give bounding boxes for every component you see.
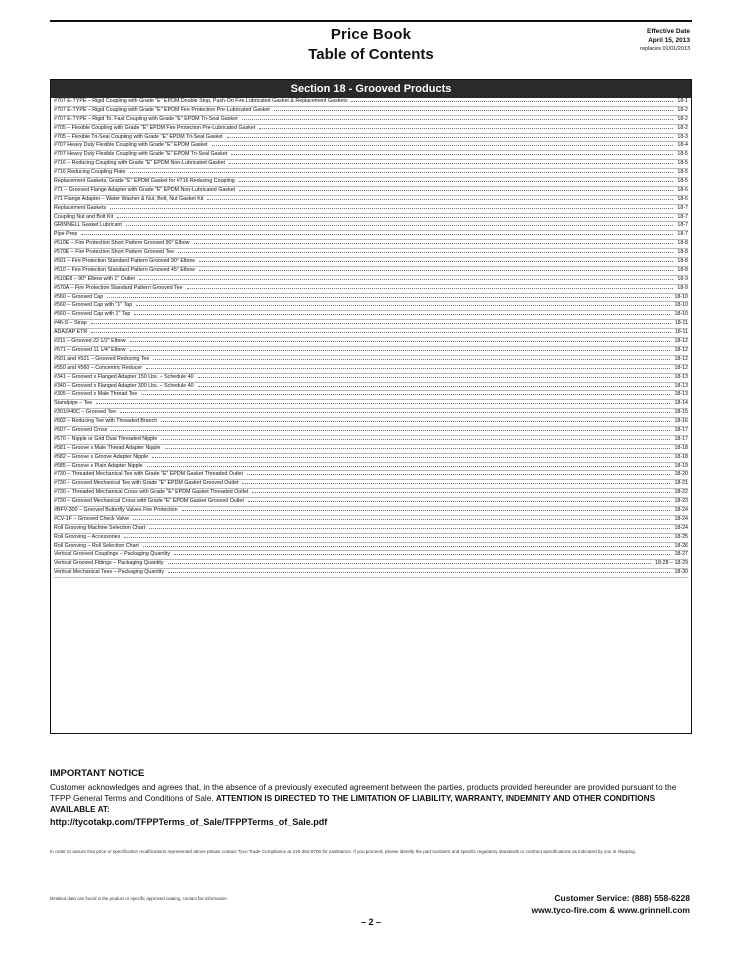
toc-entry[interactable]: [54, 463, 688, 472]
toc-leader-dots: [143, 546, 671, 547]
toc-entry[interactable]: [54, 391, 688, 400]
toc-entry-title: #707 E-TYPE – Rigid To. Fast Coupling with Grade "E" EPDM Tri-Seal Gasket: [54, 115, 238, 122]
toc-leader-dots: [120, 412, 670, 413]
toc-entry[interactable]: [54, 116, 688, 125]
toc-entry-page: 18-9: [677, 275, 688, 282]
toc-entry[interactable]: [54, 525, 688, 534]
toc-leader-dots: [187, 288, 674, 289]
toc-leader-dots: [182, 510, 671, 511]
effective-date: April 15, 2013: [648, 37, 690, 44]
toc-entry-title: #510E8 – 90° Elbow with 1" Outlet: [54, 275, 135, 282]
toc-entry[interactable]: [54, 98, 688, 107]
toc-entry[interactable]: [54, 338, 688, 347]
toc-entry-title: Vertical Grooved Couplings – Packaging Quantity: [54, 551, 171, 558]
toc-entry-title: Vertical Grooved Fittings – Packaging Quantity: [54, 560, 164, 567]
toc-entry[interactable]: [54, 374, 688, 383]
toc-entry[interactable]: [54, 214, 688, 223]
toc-entry[interactable]: [54, 356, 688, 365]
toc-entry[interactable]: [54, 222, 688, 231]
toc-leader-dots: [152, 457, 670, 458]
toc-leader-dots: [239, 181, 674, 182]
toc-leader-dots: [229, 163, 673, 164]
toc-entry-title: Replacement Gaskets, Grade "E" EPDM Gasket for #716 Reducing Coupling: [54, 178, 235, 185]
toc-entry[interactable]: [54, 160, 688, 169]
toc-entry-page: 18-6: [677, 186, 688, 193]
toc-entry[interactable]: [54, 285, 688, 294]
toc-leader-dots: [259, 128, 673, 129]
toc-entry[interactable]: [54, 400, 688, 409]
toc-entry[interactable]: [54, 249, 688, 258]
toc-entry-page: 18-28 – 18-29: [655, 560, 688, 567]
toc-entry-page: 18-5: [677, 151, 688, 158]
toc-entry[interactable]: [54, 507, 688, 516]
toc-entry[interactable]: [54, 418, 688, 427]
important-notice: [50, 768, 692, 829]
toc-entry-title: #571 – Grooved 11 1/4" Elbow: [54, 346, 126, 353]
toc-entry-title: #730 – Grooved Mechanical Tee with Grade "E" EPDM Gasket Grooved Outlet: [54, 480, 239, 487]
toc-entry-title: #305 – Grooved x Male Thread Tee: [54, 391, 138, 398]
toc-entry[interactable]: [54, 516, 688, 525]
toc-leader-dots: [96, 403, 670, 404]
toc-entry-title: Roll Grooving – Roll Selection Chart: [54, 542, 139, 549]
toc-entry-title: #560 – Grooved Cap with 1" Tap: [54, 311, 131, 318]
toc-entry-page: 18-7: [677, 222, 688, 229]
toc-entry-page: 18-11: [674, 329, 688, 336]
toc-entry-title: #BFV-300 – Grooved Butterfly Valves Fire Protection: [54, 506, 178, 513]
toc-entry[interactable]: [54, 267, 688, 276]
toc-entry-title: Pipe Prep: [54, 231, 78, 238]
toc-entry-title: Replacement Gaskets: [54, 204, 107, 211]
toc-entry-title: #570 – Nipple or Grid Dual Threaded Nipple: [54, 435, 158, 442]
toc-leader-dots: [165, 448, 671, 449]
toc-leader-dots: [274, 110, 674, 111]
fine-print: In order to assure that price or specification modifications represented above please contact Tyco Trade Compliance at 215-362-8700 for assistance. If you proceed, please identify the part numbers and specific regulatory standards or contract specifications as indicated by you in shipping.: [50, 849, 636, 854]
title-block: [0, 25, 742, 65]
toc-leader-dots: [161, 439, 670, 440]
toc-leader-dots: [134, 314, 670, 315]
toc-entry-title: #301/#40C – Grooved Tee: [54, 409, 117, 416]
toc-entry[interactable]: [54, 365, 688, 374]
toc-entry-title: #730 – Threaded Mechanical Tee with Grade "E" EPDM Gasket Threaded Outlet: [54, 471, 243, 478]
toc-entry[interactable]: [54, 329, 688, 338]
toc-entry[interactable]: [54, 551, 688, 560]
toc-leader-dots: [247, 474, 670, 475]
toc-entry-page: 18-7: [677, 231, 688, 238]
toc-entry[interactable]: [54, 569, 688, 578]
toc-list: [51, 98, 691, 578]
toc-entry-page: 18-2: [677, 106, 688, 113]
toc-leader-dots: [110, 208, 673, 209]
toc-entry-page: 18-24: [674, 515, 688, 522]
toc-leader-dots: [212, 145, 674, 146]
toc-leader-dots: [227, 137, 674, 138]
toc-entry[interactable]: [54, 383, 688, 392]
toc-entry-page: 18-18: [674, 444, 688, 451]
toc-leader-dots: [141, 394, 670, 395]
toc-entry-title: Coupling Nut and Bolt Kit: [54, 213, 114, 220]
toc-entry[interactable]: [54, 276, 688, 285]
toc-entry[interactable]: [54, 436, 688, 445]
toc-leader-dots: [133, 519, 670, 520]
toc-entry-title: #71 Flange Adapter – Water Washer & Nut, Bolt, Nut Gasket Kit: [54, 195, 204, 202]
toc-entry[interactable]: [54, 169, 688, 178]
toc-entry[interactable]: [54, 427, 688, 436]
page-number: – 2 –: [360, 917, 382, 927]
notice-body-bold: ATTENTION IS DIRECTED TO THE LIMITATION OF LIABILITY, WARRANTY, INDEMNITY AND OTHER CONDITIONS AVAILABLE AT:: [50, 794, 656, 814]
toc-entry[interactable]: [54, 258, 688, 267]
toc-entry[interactable]: [54, 302, 688, 311]
website-links[interactable]: www.tyco-fire.com & www.grinnell.com: [531, 905, 690, 915]
toc-leader-dots: [248, 501, 671, 502]
toc-entry-page: 18-26: [674, 542, 688, 549]
toc-entry-title: #502 – Reducing Tee with Threaded Branch: [54, 418, 158, 425]
toc-entry-page: 18-12: [674, 346, 688, 353]
toc-leader-dots: [199, 270, 674, 271]
toc-entry-title: #510 – Fire Protection Standard Pattern Grooved 45° Elbow: [54, 266, 195, 273]
toc-leader-dots: [231, 154, 673, 155]
toc-entry[interactable]: [54, 294, 688, 303]
toc-entry-title: #570E – Fire Protection Short Pattern Grooved Tee: [54, 249, 175, 256]
toc-entry-title: Roll Grooving – Accessories: [54, 533, 121, 540]
toc-entry-page: 18-7: [677, 204, 688, 211]
toc-entry-title: #581 – Groove x Male Thread Adapter Nipple: [54, 444, 161, 451]
toc-leader-dots: [199, 261, 674, 262]
toc-entry-title: #501 and #521 – Grooved Reducing Tee: [54, 355, 150, 362]
toc-leader-dots: [111, 430, 670, 431]
toc-entry[interactable]: [54, 471, 688, 480]
toc-entry[interactable]: [54, 142, 688, 151]
toc-leader-dots: [117, 217, 673, 218]
toc-leader-dots: [81, 234, 673, 235]
toc-entry-title: #707 E-TYPE – Rigid Coupling with Grade "E" EPDM Double Stop, Push-On Fire Lubricated Gasket & Replacement Gaskets: [54, 98, 348, 104]
toc-entry[interactable]: [54, 205, 688, 214]
toc-entry-title: #510E – Fire Protection Short Pattern Grooved 90° Elbow: [54, 240, 190, 247]
toc-entry-title: #707 Heavy Duty Flexible Coupling with Grade "E" EPDM Gasket: [54, 142, 208, 149]
toc-entry-page: 18-10: [674, 311, 688, 318]
toc-entry[interactable]: [54, 134, 688, 143]
toc-entry[interactable]: [54, 231, 688, 240]
toc-entry[interactable]: [54, 240, 688, 249]
toc-entry-page: 18-9: [677, 284, 688, 291]
toc-entry-title: #716 Reducing Coupling Plate: [54, 169, 126, 176]
toc-entry-page: 18-8: [677, 266, 688, 273]
toc-entry-page: 18-8: [677, 249, 688, 256]
toc-entry-title: #507 – Grooved Cross: [54, 426, 108, 433]
toc-entry-page: 18-12: [674, 364, 688, 371]
toc-entry[interactable]: [54, 187, 688, 196]
toc-entry-page: 18-12: [674, 338, 688, 345]
toc-entry-title: #341 – Grooved x Flanged Adapter 150 Lbs. – Schedule 40: [54, 373, 194, 380]
toc-entry-page: 18-13: [674, 373, 688, 380]
toc-entry-page: 18-30: [674, 569, 688, 576]
toc-entry-title: Standpipe – Tee: [54, 400, 93, 407]
toc-entry-page: 18-8: [677, 240, 688, 247]
toc-leader-dots: [351, 101, 673, 102]
toc-entry[interactable]: [54, 543, 688, 552]
toc-leader-dots: [130, 350, 671, 351]
toc-entry[interactable]: [54, 320, 688, 329]
toc-entry-title: #582 – Groove x Groove Adapter Nipple: [54, 453, 149, 460]
toc-entry-page: 18-10: [674, 293, 688, 300]
toc-entry-page: 18-6: [677, 195, 688, 202]
toc-entry-page: 18-24: [674, 524, 688, 531]
toc-entry[interactable]: [54, 445, 688, 454]
toc-entry-title: #211 – Grooved 22 1/2" Elbow: [54, 338, 126, 345]
terms-link[interactable]: http://tycotakp.com/TFPPTerms_of_Sale/TFPPTerms_of_Sale.pdf: [50, 817, 328, 827]
toc-entry-page: 18-12: [674, 355, 688, 362]
toc-leader-dots: [146, 368, 670, 369]
toc-entry-title: #585 – Groove x Plain Adapter Nipple: [54, 462, 143, 469]
toc-leader-dots: [194, 243, 674, 244]
toc-entry-title: #716 – Reducing Coupling with Grade "E" EPDM Non-Lubricated Gasket: [54, 160, 225, 167]
toc-leader-dots: [126, 225, 674, 226]
toc-entry[interactable]: [54, 480, 688, 489]
toc-leader-dots: [139, 279, 674, 280]
toc-entry-page: 18-19: [674, 462, 688, 469]
toc-leader-dots: [242, 119, 674, 120]
toc-leader-dots: [130, 341, 671, 342]
toc-entry-page: 18-21: [674, 480, 688, 487]
toc-entry-title: #340 – Grooved x Flanged Adapter 300 Lbs. – Schedule 40: [54, 382, 194, 389]
toc-leader-dots: [198, 386, 671, 387]
toc-leader-dots: [91, 332, 671, 333]
toc-leader-dots: [207, 199, 673, 200]
toc-entry-page: 18-22: [674, 489, 688, 496]
table-of-contents: [50, 79, 692, 734]
toc-entry-title: #46-S – Strap: [54, 320, 87, 327]
toc-entry-page: 18-1: [677, 98, 688, 104]
toc-entry[interactable]: [54, 125, 688, 134]
toc-entry-title: #501 – Fire Protection Standard Pattern Grooved 90° Elbow: [54, 258, 195, 265]
toc-entry[interactable]: [54, 151, 688, 160]
toc-entry-page: 18-4: [677, 142, 688, 149]
effective-date-block: [640, 27, 690, 54]
toc-entry-page: 18-13: [674, 391, 688, 398]
page-title: Price Book: [330, 26, 412, 43]
toc-entry[interactable]: [54, 178, 688, 187]
toc-leader-dots: [198, 377, 671, 378]
toc-entry[interactable]: [54, 107, 688, 116]
toc-entry-title: #730 – Threaded Mechanical Cross with Grade "E" EPDM Gasket Threaded Outlet: [54, 489, 249, 496]
toc-leader-dots: [124, 537, 670, 538]
toc-entry-page: 18-16: [674, 418, 688, 425]
toc-entry-title: #CV-1F – Grooved Check Valve: [54, 515, 129, 522]
toc-leader-dots: [168, 563, 651, 564]
toc-entry-page: 18-18: [674, 453, 688, 460]
toc-leader-dots: [242, 483, 670, 484]
toc-entry-title: Vertical Mechanical Tees – Packaging Quantity: [54, 569, 165, 576]
toc-entry-title: ADAZAP ETR: [54, 329, 88, 336]
effective-label: Effective Date: [647, 28, 690, 35]
toc-entry[interactable]: [54, 489, 688, 498]
toc-entry-page: 18-23: [674, 498, 688, 505]
toc-entry-title: #550 and #560 – Concentric Reducer: [54, 364, 143, 371]
toc-entry-page: 18-15: [674, 409, 688, 416]
toc-entry-title: #707 E-TYPE – Rigid Coupling with Grade "E" EPDM Fire Protection Pre-Lubricated Gasket: [54, 106, 270, 113]
toc-leader-dots: [161, 421, 670, 422]
toc-entry-page: 18-5: [677, 178, 688, 185]
toc-leader-dots: [174, 554, 670, 555]
toc-entry-page: 18-24: [674, 506, 688, 513]
toc-entry-page: 18-27: [674, 551, 688, 558]
toc-entry[interactable]: [54, 196, 688, 205]
toc-entry[interactable]: [54, 498, 688, 507]
toc-entry[interactable]: [54, 311, 688, 320]
notice-body-text: Customer acknowledges and agrees that, in the absence of a previously executed agreement between the parties, products provided hereunder are provided pursuant to the TFPP General Terms and Conditions of Sale.: [50, 783, 677, 803]
toc-leader-dots: [91, 323, 671, 324]
toc-entry[interactable]: [54, 409, 688, 418]
toc-leader-dots: [252, 492, 670, 493]
toc-entry-title: #560 – Grooved Cap with "1" Tap: [54, 302, 133, 309]
toc-entry[interactable]: [54, 347, 688, 356]
toc-entry[interactable]: [54, 560, 688, 569]
toc-entry-title: GRINNELL Gasket Lubricant: [54, 222, 122, 229]
customer-service: Customer Service: (888) 558-6228: [554, 893, 690, 903]
page-subtitle: Table of Contents: [308, 46, 434, 63]
toc-entry-title: #707 Heavy Duty Flexible Coupling with Grade "E" EPDM Tri-Seal Gasket: [54, 151, 228, 158]
notice-body: [50, 782, 692, 815]
toc-entry-title: Roll Grooving Machine Selection Chart: [54, 524, 146, 531]
toc-entry-title: #730 – Grooved Mechanical Cross with Grade "E" EPDM Gasket Grooved Outlet: [54, 498, 244, 505]
toc-entry-page: 18-14: [674, 400, 688, 407]
toc-entry-page: 18-8: [677, 258, 688, 265]
toc-entry-page: 18-17: [674, 426, 688, 433]
toc-entry-title: #71 – Grooved Flange Adapter with Grade "E" EPDM Non-Lubricated Gasket: [54, 186, 236, 193]
toc-entry-title: #705 – Flexible Tri-Seal Coupling with Grade "E" EPDM Tri-Seal Gasket: [54, 133, 223, 140]
toc-entry-page: 18-7: [677, 213, 688, 220]
toc-entry-page: 18-17: [674, 435, 688, 442]
toc-leader-dots: [147, 466, 671, 467]
toc-leader-dots: [153, 359, 670, 360]
notice-heading: IMPORTANT NOTICE: [50, 768, 145, 779]
toc-entry-page: 18-25: [674, 533, 688, 540]
toc-entry-page: 18-20: [674, 471, 688, 478]
toc-leader-dots: [149, 528, 670, 529]
toc-entry-title: #560 – Grooved Cap: [54, 293, 104, 300]
toc-leader-dots: [107, 297, 670, 298]
toc-leader-dots: [239, 190, 673, 191]
footnote: Detailed data can found in the product or specific approved catalog, contact fax information.: [50, 896, 228, 901]
toc-leader-dots: [130, 172, 674, 173]
toc-entry-title: #705 – Flexible Coupling with Grade "E" EPDM Fire Protection Pre-Lubricated Gasket: [54, 124, 256, 131]
toc-entry[interactable]: [54, 454, 688, 463]
toc-entry-page: 18-3: [677, 133, 688, 140]
header-rule: [50, 20, 692, 22]
toc-leader-dots: [168, 572, 670, 573]
toc-leader-dots: [178, 252, 673, 253]
toc-entry-page: 18-2: [677, 115, 688, 122]
toc-entry-title: #570A – Fire Protection Standard Pattern Grooved Tee: [54, 284, 183, 291]
toc-entry[interactable]: [54, 534, 688, 543]
toc-leader-dots: [136, 305, 670, 306]
contact-block: [531, 892, 690, 916]
toc-entry-page: 18-13: [674, 382, 688, 389]
toc-entry-page: 18-10: [674, 302, 688, 309]
section-heading: Section 18 - Grooved Products: [51, 80, 691, 98]
toc-entry-page: 18-5: [677, 169, 688, 176]
toc-entry-page: 18-5: [677, 160, 688, 167]
toc-entry-page: 18-2: [677, 124, 688, 131]
toc-entry-page: 18-11: [674, 320, 688, 327]
replaces-date: replaces 01/01/2013: [640, 46, 690, 52]
